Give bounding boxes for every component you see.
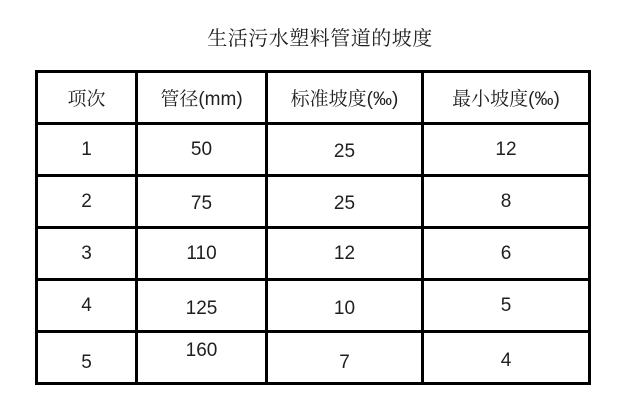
- cell-min-slope: [423, 124, 590, 176]
- header-standard-slope-label: 标准坡度(‰): [290, 89, 399, 110]
- cell-standard-slope: [267, 124, 423, 176]
- table-row: [37, 124, 590, 176]
- header-min-slope-label: 最小坡度(‰): [452, 89, 560, 110]
- cell-value: 5: [500, 294, 512, 316]
- cell-value: 10: [333, 297, 356, 319]
- cell-value: 50: [190, 138, 213, 160]
- header-pipe-diameter-label: 管径(mm): [160, 89, 243, 110]
- cell-value: 4: [81, 294, 92, 316]
- cell-item-index: [37, 124, 137, 176]
- cell-value: 5: [81, 351, 92, 373]
- header-min-slope: [423, 72, 590, 124]
- cell-min-slope: [423, 280, 590, 332]
- cell-value: 1: [81, 138, 92, 160]
- cell-value: 6: [500, 242, 512, 264]
- table-row: [37, 176, 590, 228]
- cell-min-slope: [423, 228, 590, 280]
- pipe-slope-table: [35, 70, 591, 385]
- table-row: [37, 280, 590, 332]
- cell-value: 12: [495, 138, 517, 160]
- cell-item-index: [37, 280, 137, 332]
- cell-value: 12: [333, 242, 356, 264]
- header-pipe-diameter: [137, 72, 267, 124]
- table-header-row: [37, 72, 590, 124]
- table-row: [37, 332, 590, 384]
- page-title: 生活污水塑料管道的坡度: [207, 28, 433, 50]
- cell-value: 160: [185, 339, 218, 361]
- cell-pipe-diameter: [137, 228, 267, 280]
- cell-value: 2: [81, 190, 92, 212]
- cell-value: 110: [186, 242, 217, 264]
- cell-value: 125: [185, 297, 218, 319]
- header-item-index-label: 项次: [67, 89, 106, 110]
- cell-value: 8: [500, 190, 512, 212]
- cell-value: 3: [81, 242, 92, 264]
- cell-value: 4: [500, 349, 512, 371]
- header-item-index: [37, 72, 137, 124]
- cell-pipe-diameter: [137, 280, 267, 332]
- table-row: [37, 228, 590, 280]
- cell-value: 25: [333, 192, 356, 214]
- cell-value: 25: [333, 140, 356, 162]
- cell-item-index: [37, 228, 137, 280]
- cell-pipe-diameter: [137, 124, 267, 176]
- cell-pipe-diameter: [137, 176, 267, 228]
- cell-standard-slope: [267, 228, 423, 280]
- cell-standard-slope: [267, 176, 423, 228]
- cell-value: 75: [190, 192, 213, 214]
- cell-pipe-diameter: [137, 332, 267, 384]
- cell-standard-slope: [267, 280, 423, 332]
- cell-standard-slope: [267, 332, 423, 384]
- cell-item-index: [37, 332, 137, 384]
- cell-min-slope: [423, 332, 590, 384]
- cell-item-index: [37, 176, 137, 228]
- cell-value: 7: [339, 351, 350, 373]
- cell-min-slope: [423, 176, 590, 228]
- header-standard-slope: [267, 72, 423, 124]
